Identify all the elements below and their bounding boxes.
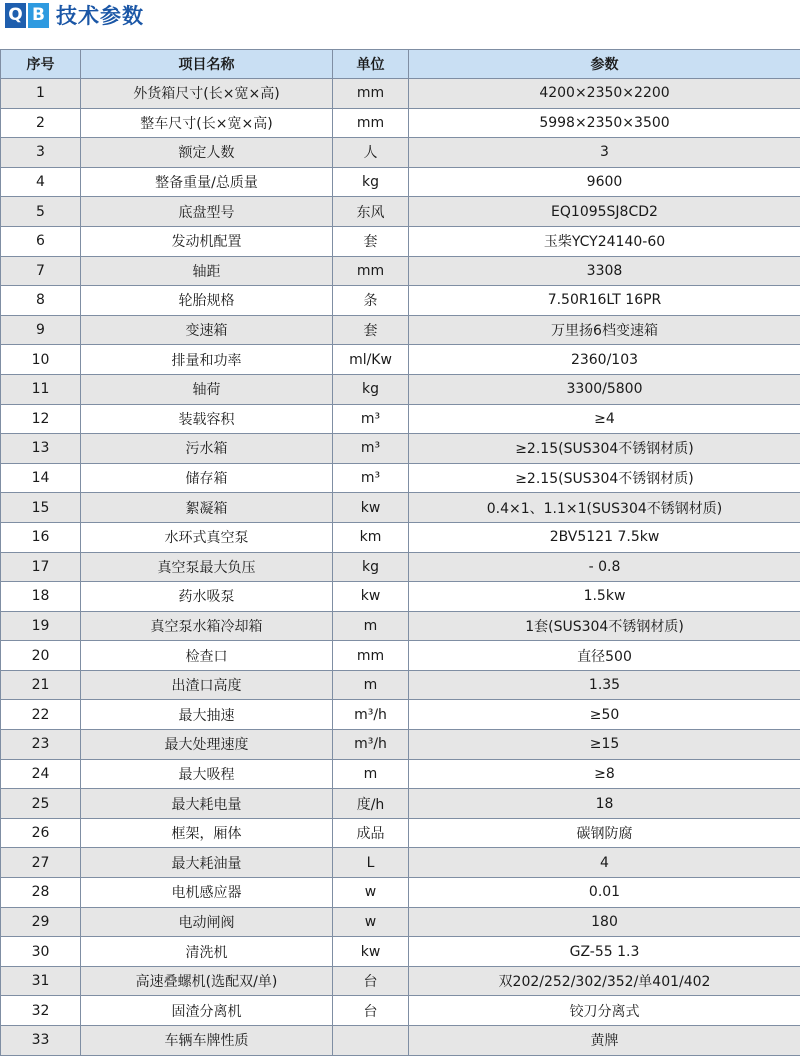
- logo-q-box: Q: [5, 3, 26, 28]
- logo-b-box: B: [28, 3, 49, 28]
- cell-value: 黄牌: [409, 1026, 800, 1056]
- cell-unit: m³: [333, 404, 409, 434]
- column-header-no: 序号: [1, 50, 81, 79]
- cell-name: 真空泵最大负压: [81, 552, 333, 582]
- table-row: [1, 907, 800, 937]
- cell-value: 3: [409, 138, 800, 168]
- cell-no: 28: [1, 878, 81, 908]
- cell-no: 15: [1, 493, 81, 523]
- cell-unit: ml/Kw: [333, 345, 409, 375]
- table-row: [1, 670, 800, 700]
- cell-no: 27: [1, 848, 81, 878]
- cell-unit: m³: [333, 463, 409, 493]
- cell-name: 最大处理速度: [81, 730, 333, 760]
- cell-unit: m: [333, 670, 409, 700]
- table-row: [1, 818, 800, 848]
- cell-value: 7.50R16LT 16PR: [409, 286, 800, 316]
- cell-no: 14: [1, 463, 81, 493]
- cell-unit: m³: [333, 434, 409, 464]
- cell-no: 22: [1, 700, 81, 730]
- cell-value: 18: [409, 789, 800, 819]
- cell-unit: kw: [333, 582, 409, 612]
- cell-unit: m: [333, 611, 409, 641]
- cell-unit: 人: [333, 138, 409, 168]
- cell-name: 电机感应器: [81, 878, 333, 908]
- cell-unit: 东风: [333, 197, 409, 227]
- cell-value: - 0.8: [409, 552, 800, 582]
- cell-name: 变速箱: [81, 315, 333, 345]
- cell-no: 26: [1, 818, 81, 848]
- cell-unit: mm: [333, 79, 409, 109]
- cell-name: 整备重量/总质量: [81, 167, 333, 197]
- table-row: [1, 582, 800, 612]
- cell-name: 额定人数: [81, 138, 333, 168]
- table-row: [1, 167, 800, 197]
- table-row: [1, 256, 800, 286]
- cell-no: 8: [1, 286, 81, 316]
- cell-name: 高速叠螺机(选配双/单): [81, 966, 333, 996]
- cell-no: 13: [1, 434, 81, 464]
- cell-unit: [333, 1026, 409, 1056]
- cell-name: 最大耗油量: [81, 848, 333, 878]
- cell-value: EQ1095SJ8CD2: [409, 197, 800, 227]
- cell-name: 清洗机: [81, 937, 333, 967]
- table-row: [1, 730, 800, 760]
- cell-value: 5998×2350×3500: [409, 108, 800, 138]
- cell-value: 2360/103: [409, 345, 800, 375]
- cell-no: 29: [1, 907, 81, 937]
- cell-value: 万里扬6档变速箱: [409, 315, 800, 345]
- cell-no: 12: [1, 404, 81, 434]
- cell-value: ≥2.15(SUS304不锈钢材质): [409, 463, 800, 493]
- cell-no: 18: [1, 582, 81, 612]
- table-row: [1, 552, 800, 582]
- table-row: [1, 286, 800, 316]
- cell-value: 1套(SUS304不锈钢材质): [409, 611, 800, 641]
- cell-value: ≥50: [409, 700, 800, 730]
- table-row: [1, 789, 800, 819]
- cell-value: 双202/252/302/352/单401/402: [409, 966, 800, 996]
- cell-name: 发动机配置: [81, 226, 333, 256]
- cell-value: 1.35: [409, 670, 800, 700]
- cell-no: 2: [1, 108, 81, 138]
- table-row: [1, 611, 800, 641]
- table-row: [1, 79, 800, 109]
- cell-unit: kg: [333, 374, 409, 404]
- cell-unit: 台: [333, 966, 409, 996]
- table-row: [1, 493, 800, 523]
- cell-value: 3308: [409, 256, 800, 286]
- cell-no: 31: [1, 966, 81, 996]
- cell-name: 污水箱: [81, 434, 333, 464]
- cell-name: 固渣分离机: [81, 996, 333, 1026]
- cell-unit: 成品: [333, 818, 409, 848]
- cell-no: 7: [1, 256, 81, 286]
- cell-name: 轮胎规格: [81, 286, 333, 316]
- table-row: [1, 315, 800, 345]
- table-row: [1, 759, 800, 789]
- table-row: [1, 434, 800, 464]
- cell-no: 33: [1, 1026, 81, 1056]
- page-header: [0, 0, 800, 49]
- cell-value: 3300/5800: [409, 374, 800, 404]
- cell-value: 4: [409, 848, 800, 878]
- table-row: [1, 878, 800, 908]
- cell-unit: m: [333, 759, 409, 789]
- cell-unit: 台: [333, 996, 409, 1026]
- cell-value: 4200×2350×2200: [409, 79, 800, 109]
- table-row: [1, 404, 800, 434]
- cell-name: 最大耗电量: [81, 789, 333, 819]
- cell-no: 5: [1, 197, 81, 227]
- cell-no: 4: [1, 167, 81, 197]
- cell-name: 外货箱尺寸(长×宽×高): [81, 79, 333, 109]
- cell-no: 32: [1, 996, 81, 1026]
- cell-no: 16: [1, 522, 81, 552]
- cell-value: 9600: [409, 167, 800, 197]
- cell-name: 整车尺寸(长×宽×高): [81, 108, 333, 138]
- cell-unit: kg: [333, 167, 409, 197]
- cell-name: 装载容积: [81, 404, 333, 434]
- table-row: [1, 966, 800, 996]
- table-row: [1, 937, 800, 967]
- cell-name: 车辆车牌性质: [81, 1026, 333, 1056]
- cell-name: 框架，厢体: [81, 818, 333, 848]
- cell-value: ≥15: [409, 730, 800, 760]
- cell-unit: mm: [333, 256, 409, 286]
- cell-name: 电动闸阀: [81, 907, 333, 937]
- cell-no: 19: [1, 611, 81, 641]
- table-row: [1, 848, 800, 878]
- cell-value: ≥2.15(SUS304不锈钢材质): [409, 434, 800, 464]
- cell-no: 9: [1, 315, 81, 345]
- cell-value: 0.01: [409, 878, 800, 908]
- cell-name: 底盘型号: [81, 197, 333, 227]
- cell-no: 30: [1, 937, 81, 967]
- cell-no: 10: [1, 345, 81, 375]
- cell-no: 1: [1, 79, 81, 109]
- cell-value: 0.4×1、1.1×1(SUS304不锈钢材质): [409, 493, 800, 523]
- column-header-name: 项目名称: [81, 50, 333, 79]
- table-header-row: [1, 50, 800, 79]
- cell-unit: m³/h: [333, 700, 409, 730]
- column-header-unit: 单位: [333, 50, 409, 79]
- table-row: [1, 463, 800, 493]
- cell-unit: w: [333, 878, 409, 908]
- cell-name: 最大吸程: [81, 759, 333, 789]
- cell-name: 最大抽速: [81, 700, 333, 730]
- cell-unit: 度/h: [333, 789, 409, 819]
- cell-name: 排量和功率: [81, 345, 333, 375]
- cell-unit: m³/h: [333, 730, 409, 760]
- cell-name: 絮凝箱: [81, 493, 333, 523]
- cell-no: 17: [1, 552, 81, 582]
- table-row: [1, 197, 800, 227]
- table-row: [1, 345, 800, 375]
- cell-name: 水环式真空泵: [81, 522, 333, 552]
- table-row: [1, 374, 800, 404]
- cell-unit: mm: [333, 641, 409, 671]
- table-row: [1, 138, 800, 168]
- cell-value: ≥8: [409, 759, 800, 789]
- cell-no: 23: [1, 730, 81, 760]
- cell-unit: L: [333, 848, 409, 878]
- cell-name: 真空泵水箱冷却箱: [81, 611, 333, 641]
- cell-unit: w: [333, 907, 409, 937]
- cell-value: 2BV5121 7.5kw: [409, 522, 800, 552]
- cell-unit: 条: [333, 286, 409, 316]
- cell-no: 6: [1, 226, 81, 256]
- cell-name: 出渣口高度: [81, 670, 333, 700]
- cell-value: 铰刀分离式: [409, 996, 800, 1026]
- cell-value: ≥4: [409, 404, 800, 434]
- table-row: [1, 641, 800, 671]
- cell-no: 20: [1, 641, 81, 671]
- cell-name: 轴距: [81, 256, 333, 286]
- table-row: [1, 522, 800, 552]
- cell-unit: 套: [333, 226, 409, 256]
- cell-name: 轴荷: [81, 374, 333, 404]
- cell-no: 21: [1, 670, 81, 700]
- page-title: 技术参数: [56, 4, 144, 28]
- spec-table-body: [1, 79, 800, 1056]
- table-row: [1, 996, 800, 1026]
- spec-table: [0, 49, 800, 1056]
- column-header-value: 参数: [409, 50, 800, 79]
- cell-unit: mm: [333, 108, 409, 138]
- cell-unit: 套: [333, 315, 409, 345]
- cell-name: 检查口: [81, 641, 333, 671]
- cell-name: 药水吸泵: [81, 582, 333, 612]
- cell-value: GZ-55 1.3: [409, 937, 800, 967]
- cell-value: 180: [409, 907, 800, 937]
- cell-value: 1.5kw: [409, 582, 800, 612]
- cell-name: 储存箱: [81, 463, 333, 493]
- cell-value: 玉柴YCY24140-60: [409, 226, 800, 256]
- cell-value: 直径500: [409, 641, 800, 671]
- qb-logo: [5, 3, 49, 28]
- cell-no: 25: [1, 789, 81, 819]
- table-row: [1, 226, 800, 256]
- cell-unit: kw: [333, 937, 409, 967]
- cell-unit: km: [333, 522, 409, 552]
- cell-no: 3: [1, 138, 81, 168]
- cell-unit: kw: [333, 493, 409, 523]
- table-row: [1, 108, 800, 138]
- cell-value: 碳钢防腐: [409, 818, 800, 848]
- cell-no: 11: [1, 374, 81, 404]
- cell-no: 24: [1, 759, 81, 789]
- table-row: [1, 700, 800, 730]
- table-row: [1, 1026, 800, 1056]
- cell-unit: kg: [333, 552, 409, 582]
